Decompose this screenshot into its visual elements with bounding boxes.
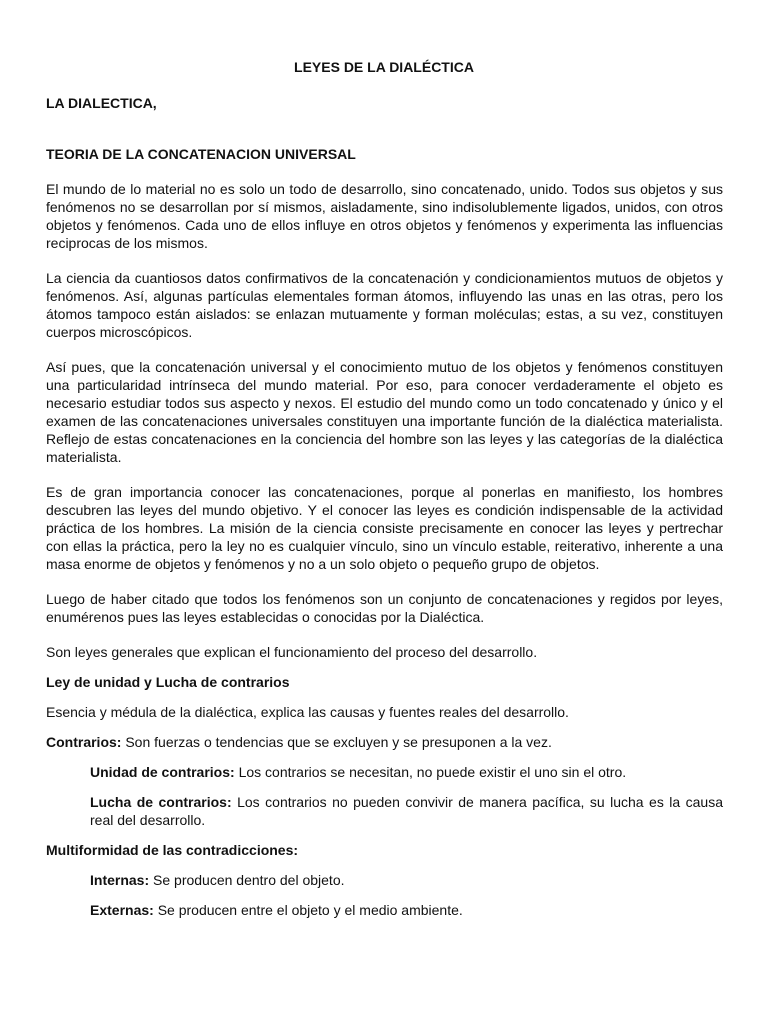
document-title: LEYES DE LA DIALÉCTICA	[294, 59, 474, 75]
externas-definition	[46, 901, 723, 919]
document-body	[46, 180, 723, 931]
paragraph-4: Es de gran importancia conocer las concatenaciones, porque al ponerlas en manifiesto, los hombres descubren las leyes del mundo objetivo. Y el conocer las leyes es condición indispensable de la actividad práctica de los hombres. La misión de la ciencia consiste precisamente en conocer las leyes y pertrechar con ellas la práctica, pero la ley no es cualquier vínculo, sino un vínculo estable, reiterativo, inherente a una masa enorme de objetos y fenómenos y no a un solo objeto o pequeño grupo de objetos.	[46, 484, 723, 572]
paragraph-7: Esencia y médula de la dialéctica, explica las causas y fuentes reales del desarrollo.	[46, 704, 569, 720]
contrarios-definition	[46, 733, 723, 751]
unidad-label: Unidad de contrarios:	[90, 764, 235, 780]
unidad-text: Los contrarios se necesitan, no puede existir el uno sin el otro.	[234, 764, 627, 780]
lucha-text: Los contrarios no pueden convivir de manera pacífica, su lucha es la causa real del desarrollo.	[90, 794, 724, 828]
contrarios-text: Son fuerzas o tendencias que se excluyen y se presuponen a la vez.	[121, 734, 552, 750]
heading-teoria: TEORIA DE LA CONCATENACION UNIVERSAL	[46, 146, 356, 162]
externas-text: Se producen entre el objeto y el medio ambiente.	[153, 902, 463, 918]
lucha-definition	[46, 793, 723, 829]
ley-heading: Ley de unidad y Lucha de contrarios	[46, 674, 290, 690]
internas-definition	[46, 871, 723, 889]
paragraph-1: El mundo de lo material no es solo un todo de desarrollo, sino concatenado, unido. Todos sus objetos y sus fenómenos no se desarrollan por sí mismos, aisladamente, sino indisolublemente ligados, unidos, con otros objetos y fenómenos. Cada uno de ellos influye en otros objetos y fenómenos y experimenta las influencias reciprocas de los mismos.	[46, 181, 723, 251]
unidad-definition	[46, 763, 723, 781]
internas-label: Internas:	[90, 872, 150, 888]
paragraph-2: La ciencia da cuantiosos datos confirmativos de la concatenación y condicionamientos mutuos de objetos y fenómenos. Así, algunas partículas elementales forman átomos, influyendo las unas en las otras, pero los átomos tampoco están aislados: se enlazan mutuamente y forman moléculas; estas, a su vez, constituyen cuerpos microscópicos.	[46, 270, 723, 340]
heading-dialectica: LA DIALECTICA,	[46, 95, 157, 111]
paragraph-5: Luego de haber citado que todos los fenómenos son un conjunto de concatenaciones y regidos por leyes, enumérenos pues las leyes establecidas o conocidas por la Dialéctica.	[46, 591, 723, 625]
externas-label: Externas:	[90, 902, 154, 918]
contrarios-label: Contrarios:	[46, 734, 122, 750]
multiformidad-heading: Multiformidad de las contradicciones:	[46, 842, 299, 858]
lucha-label: Lucha de contrarios:	[90, 794, 232, 810]
internas-text: Se producen dentro del objeto.	[149, 872, 345, 888]
paragraph-3: Así pues, que la concatenación universal y el conocimiento mutuo de los objetos y fenómenos constituyen una particularidad intrínseca del mundo material. Por eso, para conocer verdaderamente el objeto es necesario estudiar todos sus aspecto y nexos. El estudio del mundo como un todo concatenado y único y el examen de las concatenaciones universales constituyen una importante función de la dialéctica materialista. Reflejo de estas concatenaciones en la conciencia del hombre son las leyes y las categorías de la dialéctica materialista.	[46, 359, 723, 465]
paragraph-6: Son leyes generales que explican el funcionamiento del proceso del desarrollo.	[46, 644, 538, 660]
